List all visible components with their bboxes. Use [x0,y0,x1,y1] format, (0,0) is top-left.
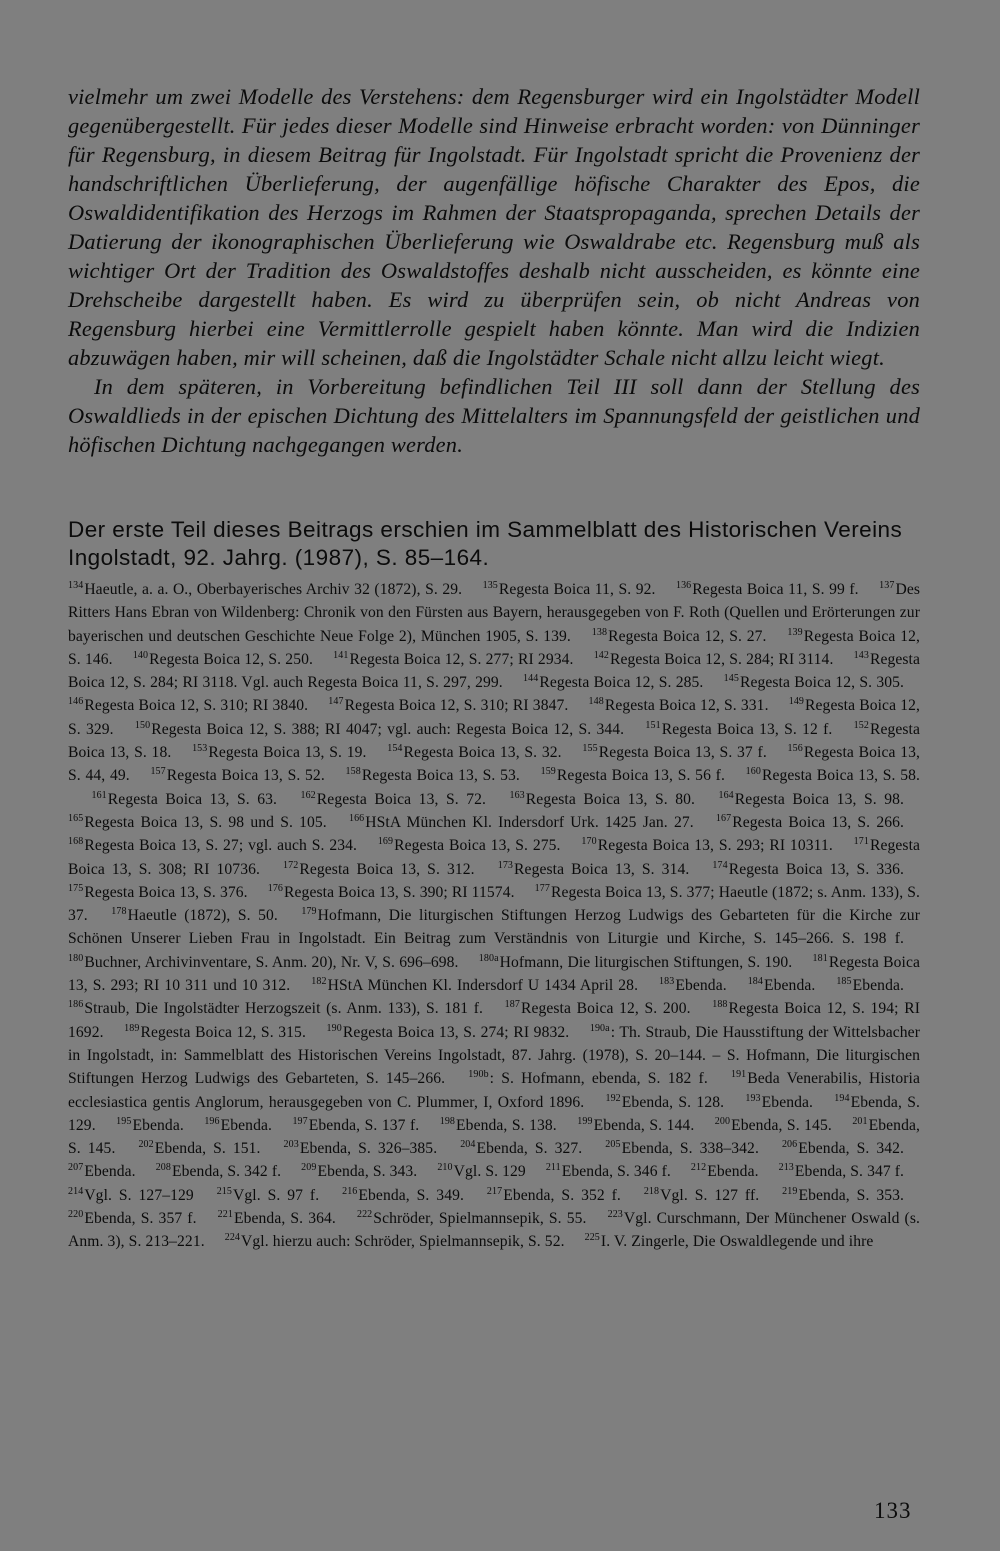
footnote-text: Regesta Boica 13, S. 314. [514,860,690,878]
footnotes-block [68,578,920,1254]
footnote-text: Ebenda, S. 353. [798,1186,905,1204]
footnote-text: Ebenda, S. 342. [798,1140,905,1158]
footnote-text: Regesta Boica 13, S. 390; RI 11574. [284,883,515,901]
footnote [582,744,766,761]
footnote-number: 150 [134,719,151,731]
footnote-number: 134 [68,580,84,591]
footnote [333,651,573,668]
footnote-text: Regesta Boica 13, S. 58. [761,767,921,785]
footnote-number: 223 [607,1209,623,1221]
footnote-number: 224 [224,1232,241,1244]
footnote-number: 213 [778,1162,794,1174]
footnote-number: 155 [582,743,598,755]
footnote-number: 199 [577,1115,593,1127]
footnote-text: Ebenda. [707,1163,759,1181]
footnote-number: 141 [333,649,349,661]
footnote-text: Haeutle, a. a. O., Oberbayerisches Archiv 32 (1872), S. 29. [84,581,463,598]
footnote-text: Regesta Boica 13, S. 293; RI 10311. [597,837,833,855]
footnote [156,1163,281,1180]
footnote-number: 190 [326,1022,342,1034]
footnote-number: 135 [482,580,498,591]
footnote-number: 161 [91,789,107,801]
footnote-number: 172 [283,859,299,871]
footnote-text: Ebenda. [761,1093,814,1111]
footnote-number: 171 [853,836,869,848]
footnote [440,1117,557,1134]
footnote [68,1163,136,1180]
footnote-text: Regesta Boica 12, S. 388; RI 4047; vgl. auch: Regesta Boica 12, S. 344. [151,720,625,738]
footnote-number: 174 [712,859,728,871]
footnote [659,977,727,994]
footnote-number: 168 [68,836,84,848]
footnote-number: 178 [111,906,127,918]
footnote-number: 138 [591,626,608,638]
footnote [836,977,904,994]
footnote-text: Regesta Boica 13, S. 312. [299,860,475,878]
footnote-number: 157 [150,766,166,778]
footnote [577,1117,694,1134]
footnote-number: 222 [356,1209,373,1221]
footnote-number: 180a [478,952,499,964]
footnote-text: Regesta Boica 12, S. 310; RI 3840. [84,697,309,715]
footnote-number: 183 [659,976,675,988]
footnote-number: 202 [138,1139,154,1151]
footnote-number: 184 [747,976,763,988]
footnote-text: Schröder, Spielmannsepik, S. 55. [373,1210,587,1228]
footnote-text: I. V. Zingerle, Die Oswaldlegende und ihre [600,1233,874,1251]
footnote [779,1163,904,1180]
footnote [748,977,816,994]
footnote-text: Regesta Boica 12, S. 305. [739,674,905,692]
footnote-text: Regesta Boica 13, S. 37 f. [598,744,767,762]
footnote-number: 191 [730,1069,747,1081]
footnote-text: Regesta Boica 12, S. 200. [520,1000,691,1018]
footnote-number: 203 [283,1139,299,1151]
footnote-number: 206 [781,1139,798,1151]
footnote-text: Regesta Boica 13, S. 377; Haeutle (1872; s. Anm. 133), S. 37. [68,883,921,925]
footnote-text: Regesta Boica 12, S. 315. [140,1023,306,1041]
footnote-number: 146 [68,696,84,708]
footnote [68,581,462,598]
footnote-number: 151 [645,719,661,731]
footnote-number: 148 [588,696,604,708]
footnote [745,1094,813,1111]
footnote [68,1187,194,1204]
footnote-text: Ebenda, S. 151. [154,1140,261,1158]
footnote-number: 200 [714,1115,731,1127]
footnote-text: HStA München Kl. Indersdorf U 1434 April 28. [327,977,639,995]
footnote-text: Ebenda, S. 357 f. [84,1210,197,1228]
footnote [68,1000,483,1017]
footnote-text: Ebenda, S. 144. [593,1116,695,1134]
footnote-text: Regesta Boica 12, S. 285. [539,674,704,692]
footnote-text: Ebenda. [220,1116,272,1134]
footnote-text: Ebenda, S. 138. [456,1116,557,1134]
footnote-text: Regesta Boica 13, S. 18. [68,720,920,762]
italic-text-block [68,82,920,459]
footnote [133,651,313,668]
footnote [349,814,694,831]
footnote-number: 142 [593,649,609,661]
footnote-text: Ebenda, S. 145. [68,1116,920,1158]
footnote [204,1117,272,1134]
footnote-text: Regesta Boica 13, S. 72. [316,790,486,808]
footnote [509,791,695,808]
footnote [116,1117,184,1134]
footnote-text: Ebenda. [852,977,904,995]
footnote-number: 159 [540,766,556,778]
footnote-number: 160 [745,766,761,778]
footnote [342,1187,464,1204]
footnote-number: 145 [723,673,739,685]
footnote-text: Regesta Boica 13, S. 376. [84,883,248,901]
footnote [387,744,561,761]
footnote-text: Regesta Boica 13, S. 308; RI 10736. [68,837,921,878]
footnote-number: 211 [545,1162,561,1174]
footnote-number: 169 [377,836,394,848]
footnote [592,628,767,645]
footnote-text: Regesta Boica 12, S. 250. [149,650,313,668]
footnote [605,1140,759,1157]
footnote-text: Ebenda. [675,977,727,995]
footnote-text: Hofmann, Die liturgischen Stiftungen Herzog Ludwigs des Gebarteten für die Kirche zur Schönen Unserer Lieben Frau in Ingolstadt. Ein Beitrag zum Verständnis von Liturgie und Kirche, S. 145–266. S. 198 f. [68,907,920,948]
footnote-text: : S. Hofmann, ebenda, S. 182 f. [489,1070,708,1088]
footnote [68,814,327,831]
footnote-number: 156 [787,743,803,755]
footnote-text: Regesta Boica 12, S. 329. [68,697,921,738]
footnote-number: 167 [715,812,732,824]
footnote-text: Ebenda. [764,977,816,995]
footnote-text: Hofmann, Die liturgischen Stiftungen, S. 190. [499,953,793,971]
footnote-text: Vgl. S. 129 [453,1163,526,1181]
footnote-number: 144 [523,673,539,685]
footnote-number: 185 [836,976,852,988]
footnote-number: 193 [745,1092,761,1104]
footnote-text: Regesta Boica 13, S. 53. [361,767,520,785]
footnote-number: 170 [581,836,597,848]
footnote [691,1163,759,1180]
footnote-number: 153 [192,743,208,755]
footnote-number: 176 [267,882,284,894]
footnote [589,697,769,714]
footnote-number: 214 [68,1185,84,1197]
footnote [581,837,832,854]
footnote-number: 140 [132,649,149,661]
footnote-text: Regesta Boica 13, S. 52. [166,767,325,785]
footnote-text: Ebenda, S. 137 f. [308,1116,420,1134]
footnote-number: 154 [387,743,403,755]
footnote [479,954,792,971]
footnote-text: Regesta Boica 12, S. 284; RI 3114. [610,650,834,668]
footnote [124,1024,306,1041]
footnote [585,1233,874,1250]
footnote-number: 164 [718,789,734,801]
footnote-text: Regesta Boica 13, S. 336. [728,860,905,878]
footnote-text: Beda Venerabilis, Historia ecclesiastica gentis Anglorum, herausgegeben von C. Plummer, I, Oxford 1896. [68,1070,921,1111]
footnote-text: Ebenda, S. 343. [317,1163,418,1181]
footnote-number: 149 [788,696,805,708]
footnote-number: 190a [589,1022,610,1034]
footnote-text: Regesta Boica 13, S. 63. [107,790,277,808]
footnote-text: Ebenda, S. 129. [68,1093,920,1134]
footnote-text: Regesta Boica 12, S. 27. [608,627,767,645]
footnote-number: 197 [292,1115,308,1127]
footnote-text: Ebenda, S. 364. [233,1210,336,1228]
footnote-text: Regesta Boica 12, S. 331. [604,697,769,715]
footnote-text: Regesta Boica 12, S. 194; RI 1692. [68,1000,921,1041]
footnote [460,1140,582,1157]
footnote [357,1210,587,1227]
footnote [328,697,568,714]
footnote-text: Regesta Boica 11, S. 92. [498,581,656,598]
footnote [594,651,834,668]
footnote [437,1163,525,1180]
footnote-number: 143 [853,649,869,661]
footnote-text: Vgl. hierzu auch: Schröder, Spielmannsepik, S. 52. [241,1233,565,1251]
footnote [645,721,832,738]
footnote-text: Ebenda. [132,1116,184,1134]
footnote-number: 204 [460,1139,476,1151]
footnote-number: 179 [301,906,317,918]
footnote [498,861,690,878]
footnote-number: 186 [68,999,84,1011]
footnote [150,767,324,784]
footnote-number: 136 [675,580,692,591]
footnote-text: Regesta Boica 13, S. 56 f. [556,767,725,785]
footnote [68,1210,197,1227]
footnote [676,581,859,598]
footnote [505,1000,691,1017]
footnote-number: 210 [437,1162,453,1174]
footnote [192,744,366,761]
footnote-text: Regesta Boica 13, S. 98. [734,790,904,808]
footnote-number: 209 [301,1162,317,1174]
footnote-text: Regesta Boica 11, S. 99 f. [692,581,859,598]
footnote-text: Ebenda, S. 346 f. [561,1163,671,1181]
footnote-text: Ebenda, S. 349. [358,1186,464,1204]
footnote-number: 181 [812,952,828,964]
footnote-number: 175 [68,882,84,894]
footnote-text: Regesta Boica 13, S. 275. [394,837,561,855]
footnote-number: 152 [853,719,869,731]
footnote-text: HStA München Kl. Indersdorf Urk. 1425 Jan. 27. [365,813,694,831]
footnote-number: 196 [204,1115,220,1127]
footnote-text: Ebenda, S. 352 f. [503,1186,621,1204]
footnote [217,1187,320,1204]
footnote-text: Ebenda, S. 338–342. [621,1140,759,1158]
footnote-number: 215 [216,1185,233,1197]
footnote-number: 217 [486,1185,503,1197]
footnote-number: 194 [834,1092,850,1104]
footnote [111,907,278,924]
footnote-text: Vgl. Curschmann, Der Münchener Oswald (s. Anm. 3), S. 213–221. [68,1210,920,1251]
footnote-text: Regesta Boica 13, S. 44, 49. [68,744,921,785]
footnote-number: 225 [584,1232,600,1244]
footnote [483,581,656,598]
footnote [91,791,277,808]
paragraph: vielmehr um zwei Modelle des Verstehens: dem Regensburger wird ein Ingolstädter Modell gegenübergestellt. Für jedes dieser Modelle sind Hinweise erbracht worden: von Dünninger für Regensburg, in diesem Beitrag für Ingolstadt. Für Ingolstadt spricht die Provenienz der handschriftlichen Überlieferung, der augenfällige höfische Charakter des Epos, die Oswaldidentifikation des Herzogs im Rahmen der Staatspropaganda, sprechen Details der Datierung der ikonographischen Überlieferung wie Oswaldrabe etc. Regensburg muß als wichtiger Ort der Tradition des Oswaldstoffes deshalb nicht ausscheiden, es könnte eine Drehscheibe dargestellt haben. Es wird zu überprüfen sein, ob nicht Andreas von Regensburg hierbei eine Vermittlerrolle gespielt haben könnte. Man wird die Indizien abzuwägen haben, mir will scheinen, daß die Ingolstädter Schale nicht allzu leicht wiegt. [68,84,920,370]
footnote-text: Regesta Boica 13, S. 98 und S. 105. [84,813,327,831]
footnote-text: Des Ritters Hans Ebran von Wildenberg: Chronik von den Fürsten aus Bayern, herausgegeben von F. Roth (Quellen und Erörterungen zur bayerischen und deutschen Geschichte Neue Folge 2), München 1905, S. 139. [68,581,921,645]
footnote-number: 218 [643,1185,660,1197]
footnote-text: Ebenda, S. 347 f. [794,1163,905,1181]
footnote [546,1163,671,1180]
footnote-text: Regesta Boica 13, S. 12 f. [661,720,833,738]
footnote-text: Regesta Boica 12, S. 146. [68,627,921,668]
footnote [284,1140,438,1157]
footnote-text: Regesta Boica 13, S. 266. [732,813,905,831]
footnote-number: 190b [468,1069,489,1081]
footnote [138,1140,260,1157]
footnote-number: 163 [509,789,525,801]
footnote [68,884,248,901]
footnote-number: 187 [504,999,520,1011]
footnote-number: 139 [787,626,803,638]
footnote [218,1210,336,1227]
footnote-text: Regesta Boica 13, S. 274; RI 9832. [342,1023,570,1041]
footnote-number: 212 [690,1162,707,1174]
footnote-text: Regesta Boica 13, S. 32. [403,744,562,762]
footnote-text: Buchner, Archivinventare, S. Anm. 20), Nr. V, S. 696–698. [84,953,459,971]
footnote-number: 177 [534,882,550,894]
footnote-text: : Th. Straub, Die Hausstiftung der Wittelsbacher in Ingolstadt, in: Sammelblatt des Historischen Vereins Ingolstadt, 87. Jahrg. (1978), S. 20–144. – S. Hofmann, Die liturgischen Stiftungen Herzog Ludwigs des Gebarteten, S. 145–266. [68,1023,920,1088]
paragraph: In dem späteren, in Vorbereitung befindlichen Teil III soll dann der Stellung des Oswaldlieds in der epischen Dichtung des Mittelalters im Spannungsfeld der geistlichen und höfischen Dichtung nachgegangen werden. [68,374,920,457]
footnote-number: 147 [328,696,344,708]
footnote-text: Regesta Boica 13, S. 293; RI 10 311 und 10 312. [68,953,920,995]
footnote [605,1094,724,1111]
footnote-text: Regesta Boica 13, S. 27; vgl. auch S. 234. [84,837,358,855]
footnote-number: 166 [348,812,365,824]
footnote-number: 158 [345,766,361,778]
footnote-number: 165 [68,812,84,824]
footnote-number: 192 [605,1092,621,1104]
footnote-number: 137 [879,580,895,591]
footnote-number: 162 [300,789,316,801]
footnote-number: 180 [68,952,84,964]
footnote-text: Ebenda. [84,1163,136,1181]
footnote [782,1140,904,1157]
footnote-text: Ebenda, S. 326–385. [299,1140,438,1158]
footnote [712,861,904,878]
footnote-text: Vgl. S. 127 ff. [660,1186,760,1204]
footnote [716,814,904,831]
footnote-number: 205 [605,1139,621,1151]
footnote-text: Ebenda, S. 342 f. [172,1163,282,1181]
footnote [283,861,475,878]
footnote [225,1233,565,1250]
footnote [378,837,561,854]
footnote [68,954,459,971]
footnote [301,1163,417,1180]
footnote [487,1187,621,1204]
footnote-text: Vgl. S. 127–129 [84,1186,194,1204]
footnote-number: 173 [497,859,514,871]
page-number: 133 [874,1498,912,1523]
footnote [746,767,920,784]
footnote [68,697,308,714]
footnote-text: Regesta Boica 12, S. 277; RI 2934. [349,650,574,668]
footnote [311,977,638,994]
footnote [724,674,904,691]
footnote-text: Straub, Die Ingolstädter Herzogszeit (s. Anm. 133), S. 181 f. [84,1000,484,1018]
footnote [346,767,520,784]
publication-notice: Der erste Teil dieses Beitrags erschien im Sammelblatt des Historischen Vereins Ingolstadt, 92. Jahrg. (1987), S. 85–164. [68,517,903,570]
footnote-number: 201 [852,1115,868,1127]
footnote [782,1187,904,1204]
footnote-number: 219 [782,1185,798,1197]
footnote-number: 188 [712,999,728,1011]
footnote-text: Regesta Boica 12, S. 310; RI 3847. [344,697,569,715]
footnote-number: 207 [68,1162,84,1174]
footnote [541,767,725,784]
footnote-text: Regesta Boica 13, S. 80. [525,790,695,808]
footnote [68,837,357,854]
footnote [327,1024,570,1041]
footnote [135,721,624,738]
footnote-text: Regesta Boica 12, S. 284; RI 3118. Vgl. auch Regesta Boica 11, S. 297, 299. [68,650,920,692]
footnote-number: 189 [124,1022,140,1034]
footnote-number: 182 [311,976,327,988]
footnote [523,674,703,691]
footnote [268,884,515,901]
footnote-number: 195 [116,1115,132,1127]
footnote-number: 220 [68,1209,84,1221]
footnote-number: 208 [155,1162,171,1174]
footnote [292,1117,419,1134]
footnote-text: Ebenda, S. 128. [621,1093,725,1111]
footnote-text: Ebenda, S. 327. [476,1140,583,1158]
footnote-number: 198 [439,1115,456,1127]
footnote-text: Ebenda, S. 145. [731,1116,832,1134]
footnote [468,1070,708,1087]
footnote [715,1117,832,1134]
footnote-number: 221 [217,1209,233,1221]
footnote-number: 216 [342,1185,358,1197]
footnote-text: Haeutle (1872), S. 50. [127,907,278,925]
footnote [718,791,904,808]
footnote [300,791,486,808]
footnote-text: Regesta Boica 13, S. 19. [208,744,367,762]
footnote [644,1187,759,1204]
footnote-text: Vgl. S. 97 f. [233,1186,320,1204]
